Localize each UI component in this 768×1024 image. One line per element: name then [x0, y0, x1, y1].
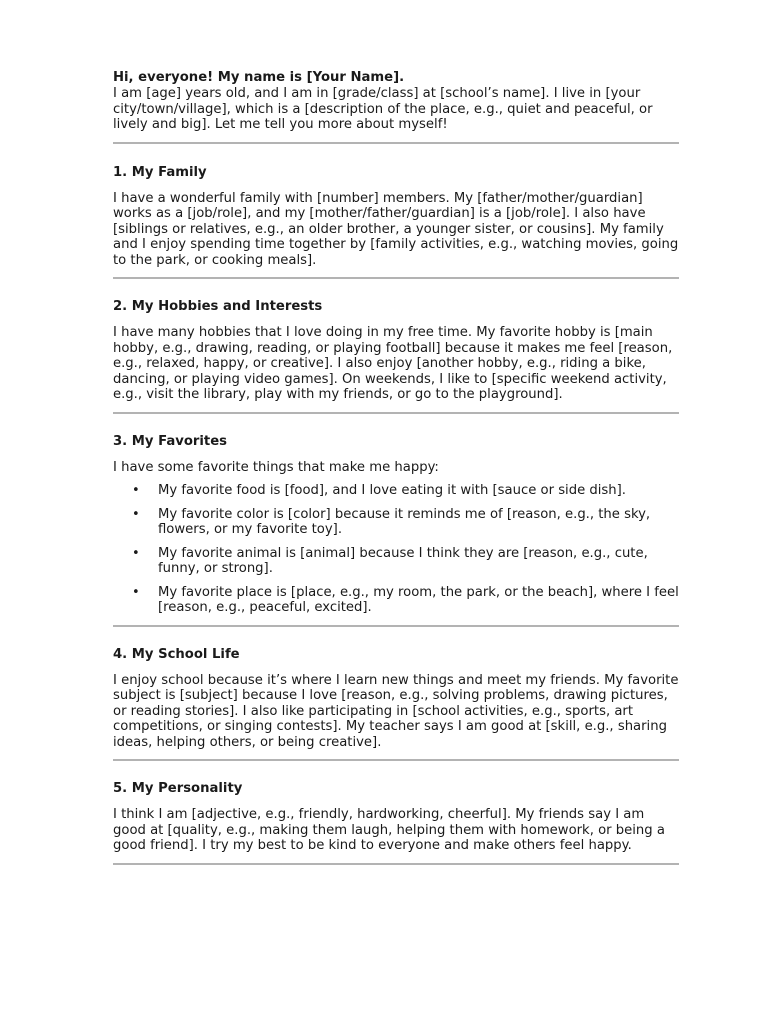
- section-body: I enjoy school because it’s where I learn new things and meet my friends. My favorite subject is [subject] because I love [reason, e.g., solving problems, drawing pictures, or reading stories]. I also like participating in [school activities, e.g., sports, art competitions, or singing contests]. My teacher says I am good at [skill, e.g., sharing ideas, helping others, or being creative].: [113, 672, 679, 750]
- favorites-list: [113, 483, 679, 616]
- bullet-icon: •: [132, 483, 140, 498]
- section-personality: [113, 781, 679, 854]
- list-item: [113, 585, 679, 616]
- section-body: I think I am [adjective, e.g., friendly, hardworking, cheerful]. My friends say I am good at [quality, e.g., making them laugh, helping them with homework, or being a good friend]. I try my best to be kind to everyone and make others feel happy.: [113, 807, 665, 853]
- section-heading: 4. My School Life: [113, 646, 240, 662]
- intro-text: I am [age] years old, and I am in [grade/class] at [school’s name]. I live in [your city/town/village], which is a [description of the place, e.g., quiet and peaceful, or lively and big]. Let me tell you more about myself!: [113, 86, 653, 132]
- list-item: [113, 483, 679, 499]
- section-favorites: [113, 434, 679, 616]
- list-item-text: My favorite animal is [animal] because I think they are [reason, e.g., cute, funny, or strong].: [158, 545, 648, 576]
- section-body: I have a wonderful family with [number] members. My [father/mother/guardian] works as a [job/role], and my [mother/father/guardian] is a [job/role]. I also have [siblings or relatives, e.g., an older brother, a younger sister, or cousins]. My family and I enjoy spending time together by [family activities, e.g., watching movies, going to the park, or cooking meals].: [113, 190, 679, 268]
- section-divider: [113, 142, 679, 144]
- document-page: [113, 70, 679, 865]
- bullet-icon: •: [132, 584, 140, 600]
- section-divider: [113, 625, 679, 627]
- section-body: I have some favorite things that make me happy:: [113, 459, 439, 475]
- section-divider: [113, 277, 679, 279]
- section-body: I have many hobbies that I love doing in my free time. My favorite hobby is [main hobby, e.g., drawing, reading, or playing football] because it makes me feel [reason, e.g., relaxed, happy, or creative]. I also enjoy [another hobby, e.g., riding a bike, dancing, or playing video games]. On weekends, I like to [specific weekend activity, e.g., visit the library, play with my friends, or go to the playground].: [113, 325, 673, 402]
- section-divider: [113, 863, 679, 865]
- section-heading: 3. My Favorites: [113, 433, 227, 449]
- section-family: [113, 165, 679, 269]
- bullet-icon: •: [132, 506, 140, 522]
- intro-block: [113, 70, 679, 133]
- section-hobbies: [113, 299, 679, 403]
- section-heading: 5. My Personality: [113, 781, 243, 796]
- section-divider: [113, 412, 679, 414]
- section-heading: 2. My Hobbies and Interests: [113, 299, 323, 314]
- bullet-icon: •: [132, 545, 140, 561]
- list-item: [113, 546, 679, 577]
- list-item: [113, 507, 679, 538]
- list-item-text: My favorite food is [food], and I love eating it with [sauce or side dish].: [158, 483, 627, 498]
- section-school-life: [113, 647, 679, 751]
- list-item-text: My favorite place is [place, e.g., my room, the park, or the beach], where I feel [reason, e.g., peaceful, excited].: [158, 584, 679, 615]
- list-item-text: My favorite color is [color] because it reminds me of [reason, e.g., the sky, flowers, or my favorite toy].: [158, 506, 651, 537]
- section-heading: 1. My Family: [113, 164, 207, 180]
- section-divider: [113, 759, 679, 761]
- intro-title: Hi, everyone! My name is [Your Name].: [113, 70, 405, 85]
